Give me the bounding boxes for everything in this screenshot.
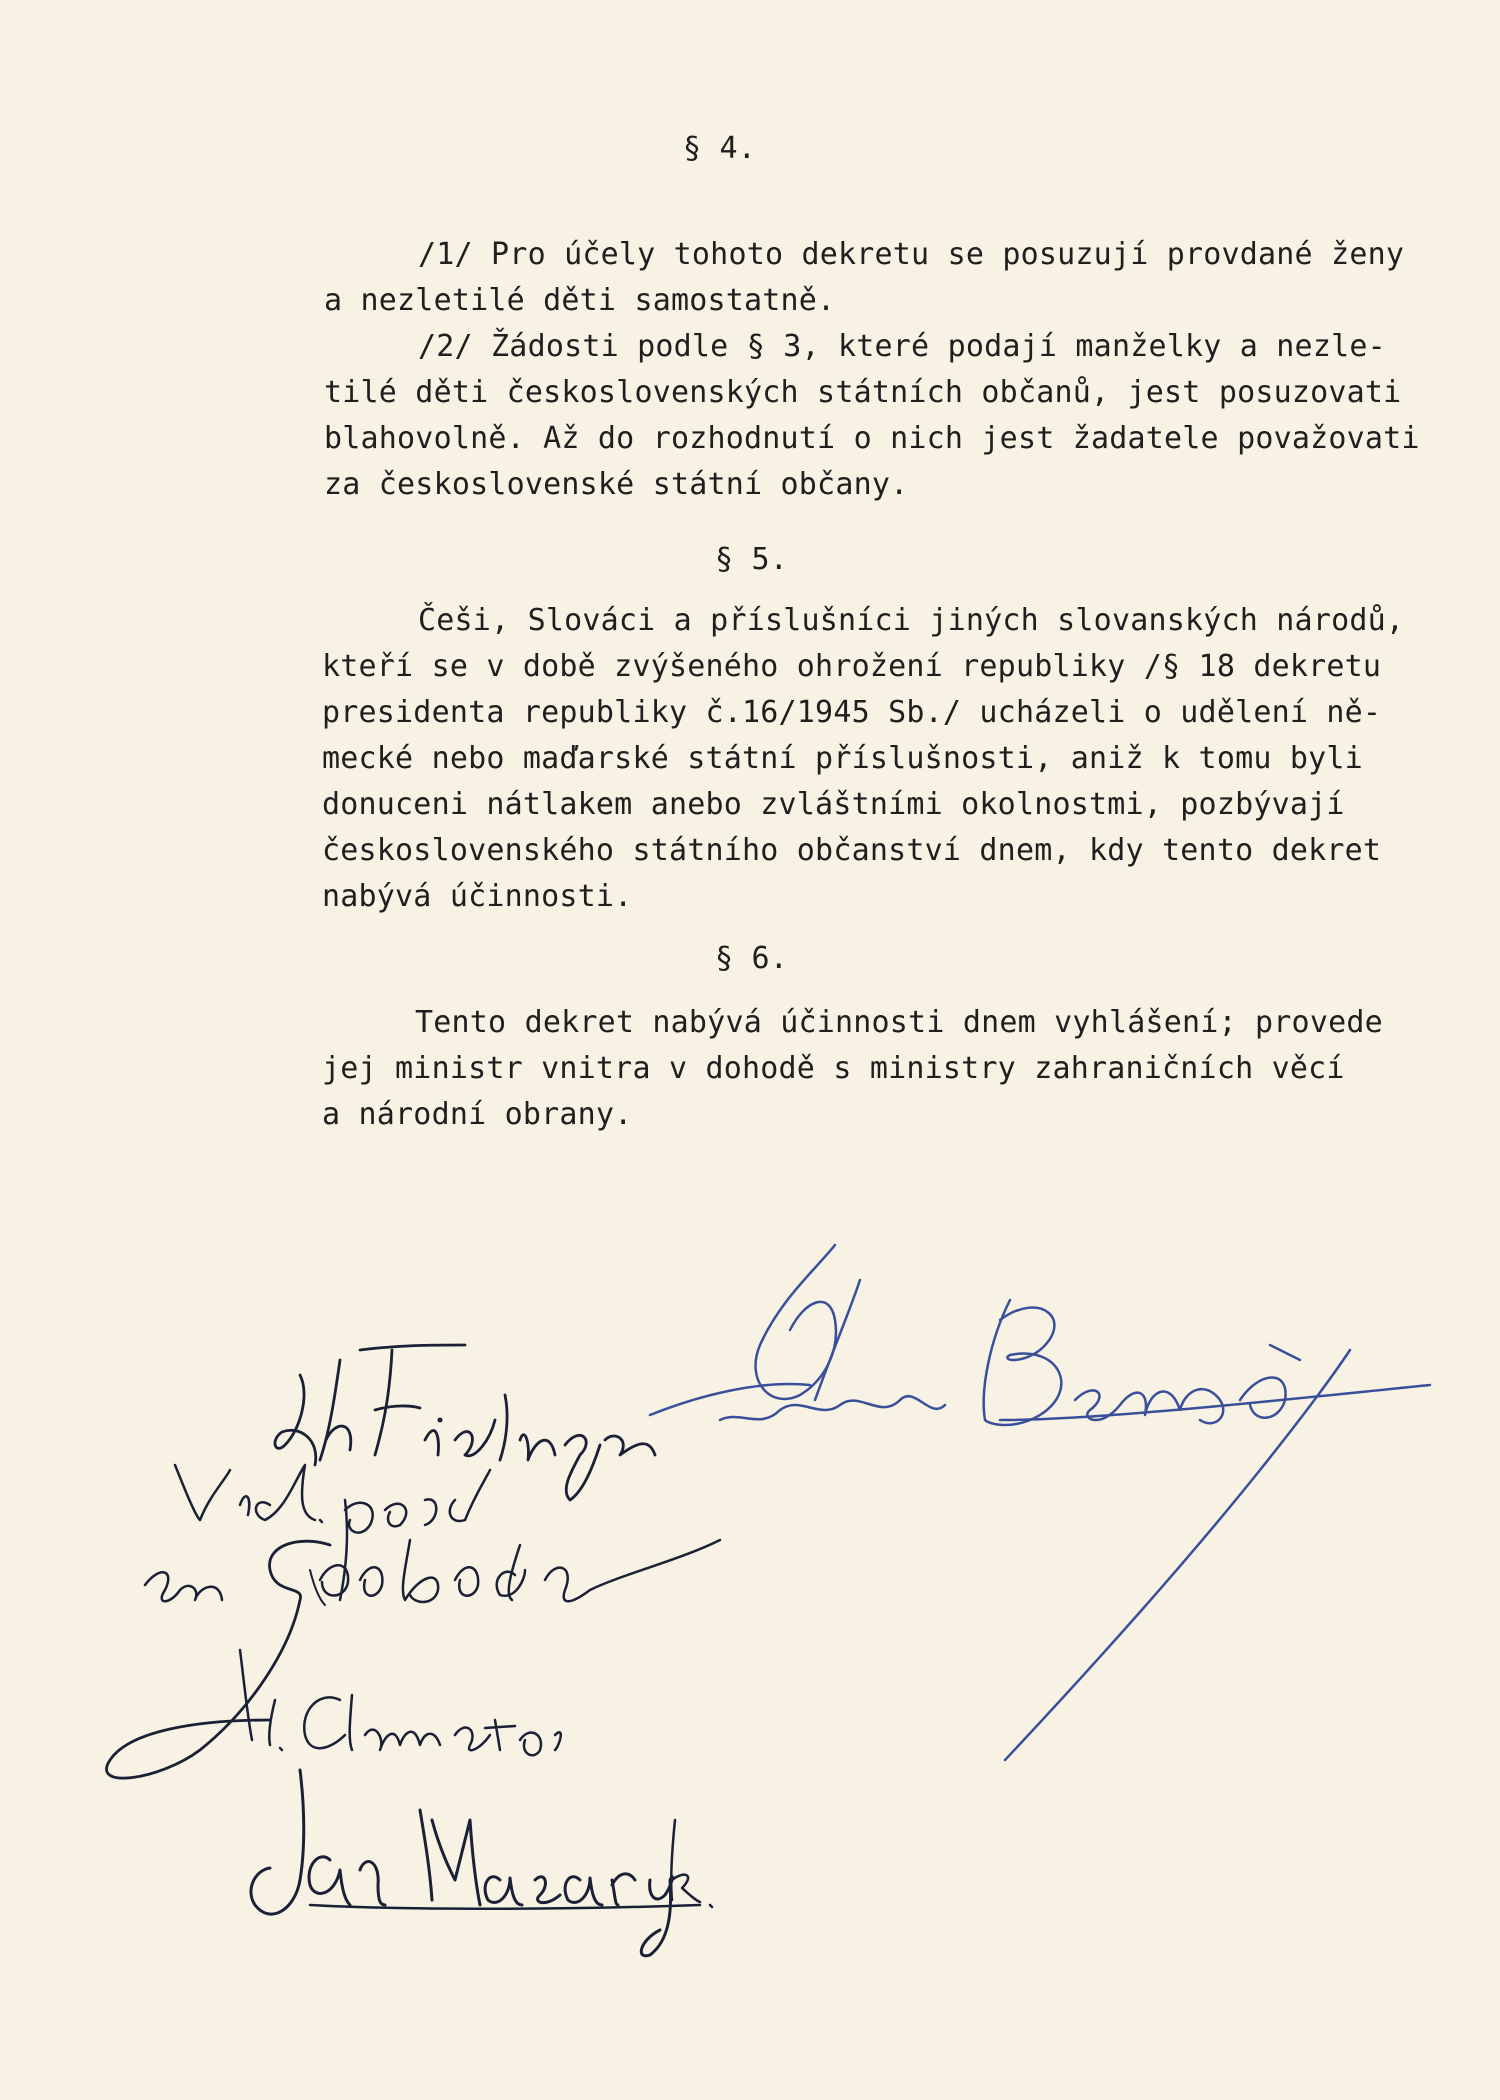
section-6-line-2: jej ministr vnitra v dohodě s ministry zahraničních věcí: [322, 1051, 1345, 1086]
section-6-line-3: a národní obrany.: [322, 1097, 633, 1132]
section-4-line-4: tilé děti československých státních občanů, jest posuzovati: [324, 375, 1402, 410]
section-6-heading: § 6.: [715, 941, 789, 976]
section-6-line-1: Tento dekret nabývá účinnosti dnem vyhlášení; provede: [415, 1005, 1383, 1040]
section-4-line-2: a nezletilé děti samostatně.: [324, 283, 836, 318]
section-4-line-3: /2/ Žádosti podle § 3, které podají manželky a nezle-: [418, 329, 1386, 364]
fierlinger-dot: [438, 1418, 443, 1423]
section-4-line-5: blahovolně. Až do rozhodnutí o nich jest žadatele považovati: [324, 421, 1420, 456]
signature-svoboda: [106, 1465, 720, 1778]
section-5-line-4: mecké nebo maďarské státní příslušnosti, aniž k tomu byli: [322, 741, 1363, 776]
section-4-line-1: /1/ Pro účely tohoto dekretu se posuzují provdané ženy: [418, 237, 1405, 272]
section-5-line-6: československého státního občanství dnem, kdy tento dekret: [322, 833, 1382, 868]
signature-fierlinger: [275, 1345, 655, 1500]
signature-clementis: [240, 1650, 561, 1755]
section-5-line-1: Češi, Slováci a příslušníci jiných slovanských národů,: [418, 603, 1405, 638]
section-5-line-3: presidenta republiky č.16/1945 Sb./ ucházeli o udělení ně-: [322, 695, 1382, 730]
section-4-heading: § 4.: [683, 131, 757, 166]
section-4-line-6: za československé státní občany.: [324, 467, 909, 502]
section-5-line-2: kteří se v době zvýšeného ohrožení republiky /§ 18 dekretu: [322, 649, 1382, 684]
signature-benes: [650, 1245, 1430, 1760]
section-5-line-5: donuceni nátlakem anebo zvláštními okolnostmi, pozbývají: [322, 787, 1345, 822]
signature-masaryk: [251, 1770, 712, 1956]
section-5-heading: § 5.: [715, 542, 789, 577]
section-5-line-7: nabývá účinnosti.: [322, 879, 633, 914]
